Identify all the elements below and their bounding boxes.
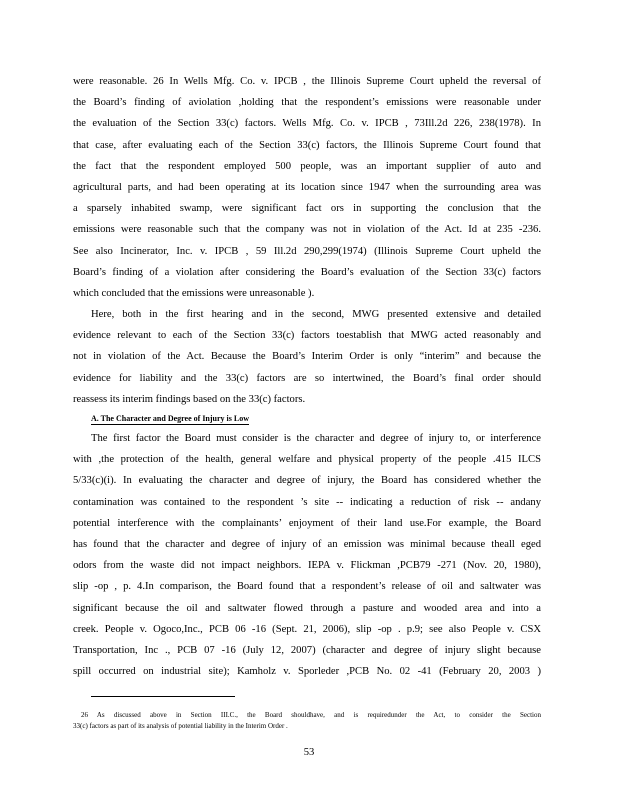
- text-line: which concluded that the emissions were unreasonable ).: [73, 287, 315, 299]
- text-line: emissions were reasonable such that the company was not in violation of the Act. Id at 235 -236.: [73, 224, 541, 236]
- text-line: with ,the protection of the health, general welfare and physical property of the people .415 ILCS: [73, 454, 541, 466]
- footnote-line: 33(c) factors as part of its analysis of potential liability in the Interim Order .: [73, 722, 288, 730]
- text-line: the Board’s finding of aviolation ,holding that the respondent’s emissions were reasonable under: [73, 97, 541, 109]
- section-heading-text: A. The Character and Degree of Injury is Low: [91, 414, 249, 423]
- text-line: not in violation of the Act. Because the Board’s Interim Order is only “interim” and because the: [73, 351, 541, 363]
- text-line: Here, both in the first hearing and in the second, MWG presented extensive and detailed: [91, 309, 541, 321]
- text-line: contamination was contained to the respondent ’s site -- indicating a reduction of risk -- andany: [73, 496, 541, 508]
- text-line: a sparsely inhabited swamp, were significant fact ors in supporting the conclusion that the: [73, 203, 541, 215]
- text-line: Transportation, Inc ., PCB 07 -16 (July 12, 2007) (character and degree of injury slight because: [73, 644, 541, 656]
- section-heading: [73, 410, 541, 428]
- footnote: [73, 710, 541, 732]
- text-line: slip -op , p. 4.In comparison, the Board found that a respondent’s release of oil and saltwater was: [73, 581, 541, 593]
- text-line: were reasonable. 26 In Wells Mfg. Co. v. IPCB , the Illinois Supreme Court upheld the reversal of: [73, 76, 541, 87]
- body-text: [73, 71, 541, 682]
- footnote-divider: [91, 696, 235, 697]
- text-line: significant because the oil and saltwater flowed through a pasture and wooded area and into a: [73, 602, 541, 614]
- text-line: the evaluation of the Section 33(c) factors. Wells Mfg. Co. v. IPCB , 73Ill.2d 226, 238(1978). In: [73, 118, 541, 130]
- text-line: The first factor the Board must consider is the character and degree of injury to, or interference: [91, 433, 541, 444]
- text-line: spill occurred on industrial site); Kamholz v. Sporleder ,PCB No. 02 -41 (February 20, 2003 ): [73, 666, 541, 678]
- text-line: creek. People v. Ogoco,Inc., PCB 06 -16 (Sept. 21, 2006), slip -op . p.9; see also People v. CSX: [73, 623, 541, 635]
- footnote-line: 26 As discussed above in Section III.C., the Board shouldhave, and is requiredunder the Act, to consider the Section: [81, 711, 541, 719]
- text-line: the fact that the respondent employed 500 people, was an important supplier of auto and: [73, 160, 541, 172]
- text-line: agricultural parts, and had been operating at its location since 1947 when the surrounding area was: [73, 181, 541, 193]
- text-line: 5/33(c)(i). In evaluating the character and degree of injury, the Board has considered whether the: [73, 475, 541, 487]
- text-line: that case, after evaluating each of the Section 33(c) factors, the Illinois Supreme Court found that: [73, 139, 541, 151]
- text-line: odors from the waste did not impact neighbors. IEPA v. Flickman ,PCB79 -271 (Nov. 20, 1980),: [73, 560, 541, 572]
- text-line: evidence relevant to each of the Section 33(c) factors toestablish that MWG acted reasonably and: [73, 330, 541, 342]
- text-line: has found that the character and degree of injury of an emission was minimal because theall eged: [73, 538, 541, 550]
- text-line: Board’s finding of a violation after considering the Board’s evaluation of the Section 33(c) factors: [73, 266, 541, 278]
- text-line: potential interference with the complainants’ enjoyment of their land use.For example, the Board: [73, 517, 541, 529]
- text-line: reassess its interim findings based on the 33(c) factors.: [73, 393, 306, 405]
- page-number: 53: [303, 747, 315, 758]
- text-line: evidence for liability and the 33(c) factors are so intertwined, the Board’s final order should: [73, 372, 541, 384]
- text-line: See also Incinerator, Inc. v. IPCB , 59 Ill.2d 290,299(1974) (Illinois Supreme Court upheld the: [73, 245, 541, 257]
